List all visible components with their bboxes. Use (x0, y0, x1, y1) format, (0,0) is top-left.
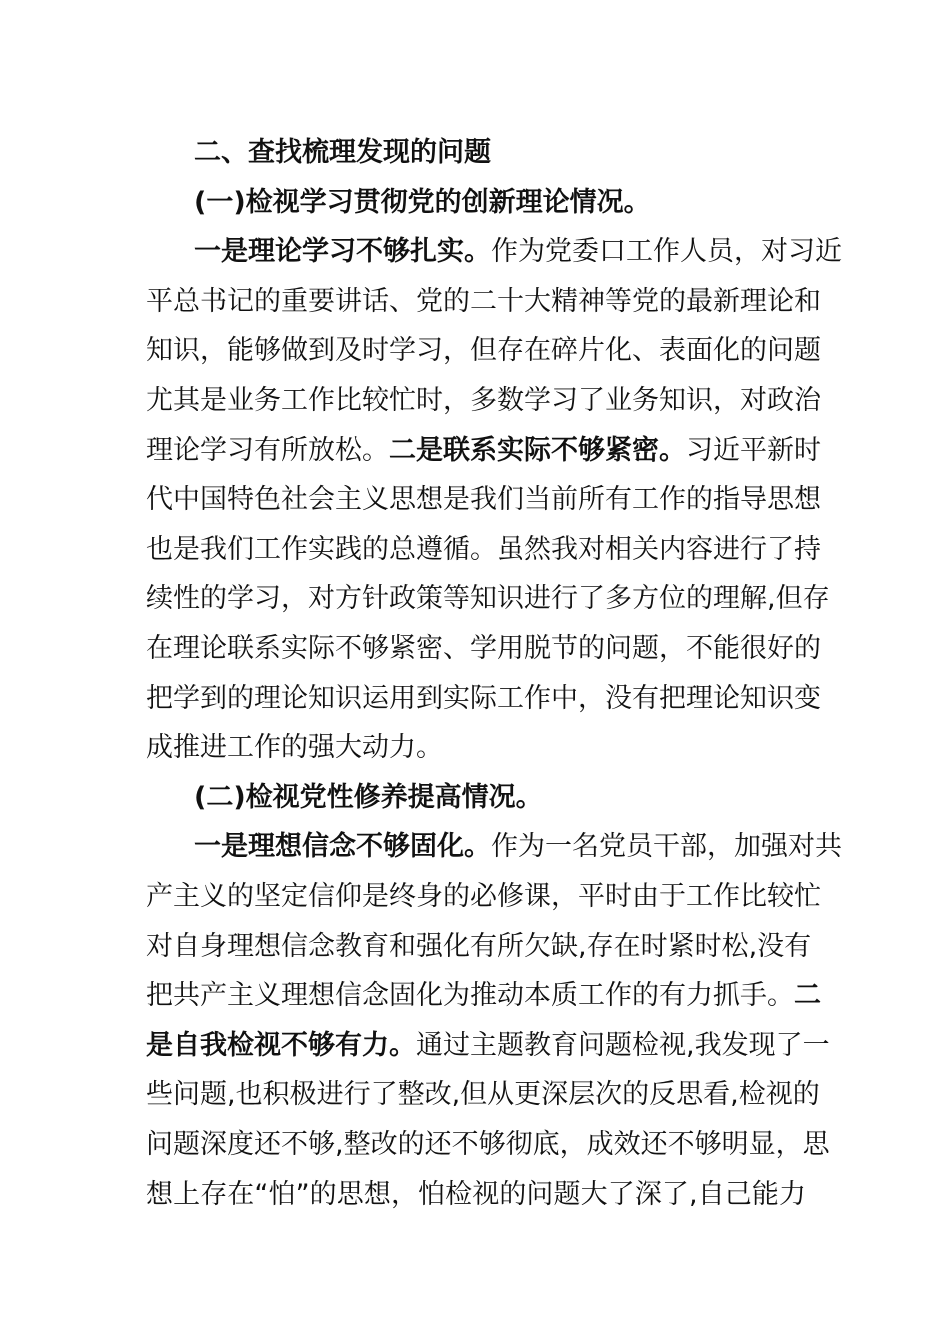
bold-lead: 一是理论学习不够扎实。 (194, 236, 491, 268)
paragraph-line: 想上存在“怕”的思想，怕检视的问题大了深了,自己能力 (146, 1178, 806, 1210)
bold-lead: 二 (794, 980, 821, 1012)
paragraph-line (146, 1021, 830, 1071)
paragraph-line (146, 426, 821, 476)
subsection-title-2: (二)检视党性修养提高情况。 (194, 781, 543, 813)
paragraph-line: 在理论联系实际不够紧密、学用脱节的问题，不能很好的 (146, 633, 821, 664)
paragraph-line: 成推进工作的强大动力。 (146, 732, 443, 764)
body-text: 理论学习有所放松。 (146, 434, 389, 466)
paragraph-line: 代中国特色社会主义思想是我们当前所有工作的指导思想 (146, 484, 821, 516)
body-text: 通过主题教育问题检视,我发现了一 (416, 1029, 830, 1061)
bold-lead: 是自我检视不够有力。 (146, 1029, 416, 1061)
body-text: 作为党委口工作人员，对习近 (491, 236, 842, 268)
paragraph-line: 也是我们工作实践的总遵循。虽然我对相关内容进行了持 (146, 533, 821, 565)
paragraph-line: 知识，能够做到及时学习，但存在碎片化、表面化的问题 (146, 335, 821, 367)
paragraph-line (146, 971, 821, 1021)
section-heading: 二、查找梳理发现的问题 (194, 137, 491, 168)
paragraph-line: 平总书记的重要讲话、党的二十大精神等党的最新理论和 (146, 285, 821, 317)
bold-lead: 一是理想信念不够固化。 (194, 831, 491, 863)
paragraph-line: 问题深度还不够,整改的还不够彻底，成效还不够明显，思 (146, 1129, 830, 1160)
paragraph-line: 产主义的坚定信仰是终身的必修课，平时由于工作比较忙 (146, 881, 821, 912)
paragraph-line (194, 227, 842, 277)
paragraph-line: 尤其是业务工作比较忙时，多数学习了业务知识，对政治 (146, 385, 821, 416)
paragraph-line: 续性的学习，对方针政策等知识进行了多方位的理解,但存 (146, 583, 830, 615)
body-text: 习近平新时 (686, 434, 821, 466)
body-text: 作为一名党员干部，加强对共 (491, 831, 842, 863)
paragraph-line: 把学到的理论知识运用到实际工作中，没有把理论知识变 (146, 682, 821, 714)
bold-lead: 二是联系实际不够紧密。 (389, 434, 686, 466)
paragraph-line: 对自身理想信念教育和强化有所欠缺,存在时紧时松,没有 (146, 930, 812, 962)
subsection-title-1: (一)检视学习贯彻党的创新理论情况。 (194, 186, 651, 218)
paragraph-line: 些问题,也积极进行了整改,但从更深层次的反思看,检视的 (146, 1079, 820, 1111)
paragraph-line (194, 822, 842, 872)
body-text: 把共产主义理想信念固化为推动本质工作的有力抓手。 (146, 980, 794, 1012)
